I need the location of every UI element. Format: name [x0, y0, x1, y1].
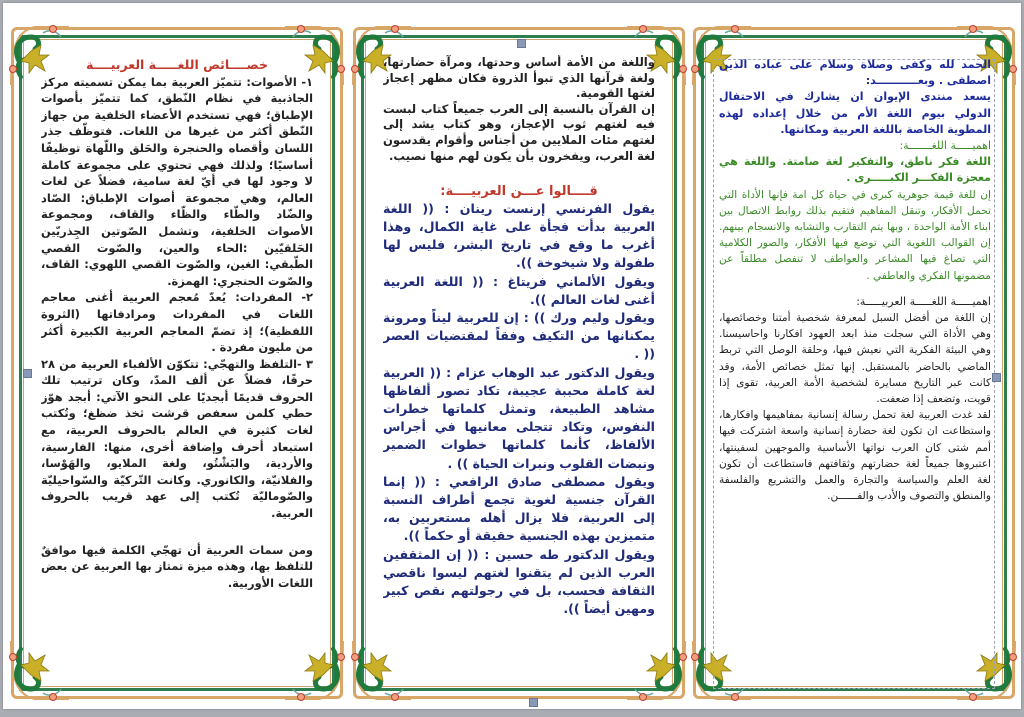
section-title: خصــــائص اللغـــــة العربيــــة [86, 57, 268, 72]
paragraph: واللغة من الأمة أساس وحدتها، ومرآة حضارتها، ولغة قرآنها الذي تبوأ الذروة فكان مظهر إعجاز لغتها القومية. [383, 55, 655, 101]
panel-middle [353, 27, 685, 699]
quote: يقول الفرنسي إرنست رينان : (( اللغة العربية بدأت فجأة على غاية الكمال، وهذا أغرب ما وقع في تاريخ البشر، فليس لها طفولة ولا شيخوخة )). [383, 200, 655, 271]
paragraph: إن اللغة من أفضل السبل لمعرفة شخصية أمتنا وخصائصها، وهي الأداة التي سجلت منذ ابعد العهود افكارنا واحاسيسنا. وهي البيئة الفكرية التي نعيش فيها، وحلقة الوصل التي تربط الماضي بالحاضر بالمستقبل. إنها تمثل خصائص الأمة، وقد كانت عبر التاريخ مسايرة لشخصية الأمة العربية، تقوى إذا قويت، وتضعف إذا ضعفت. [719, 312, 991, 406]
paragraph: ٣ -التلفظ والتهجّي: تتكوّن الألفباء العربية من ٢٨ حرفًا، فضلاً عن ألف المدّ، وكان ترتيب تلك الحروف قديمًا أبجديًا على النحو الآتي: أبجد هوّز حطي كلمن سعفص قرشت ثخذ ضظغ؛ وتُكتب لغات كثيرة في العالم بالحروف العربية، مع استبعاد أحرف وإضافة أخرى، منها: الفارسية، والأردية، والبَشْتُو، ولغة الملايو، والهَوْسا، والفلانيّة، والكانوري. وكانت التّركيّة والسّواحيليّة والصّوماليّة تُكتب إلى عهد قريب بالحروف العربية. [41, 356, 313, 521]
text-box-handle[interactable] [517, 39, 526, 48]
quote: ويقول مصطفى صادق الرافعي : (( إنما القرآن جنسية لغوية تجمع أطراف النسبة إلى العربية، فلا يزال أهله مستعربين به، متميزين بهذه الجنسية حقيقة أو حكماً )). [383, 473, 655, 544]
quote: ويقول وليم ورك )) : إن للعربية ليناً ومرونة يمكنانها من التكيف وفقاً لمقتضيات العصر (( . [383, 309, 655, 362]
panel-right [693, 27, 1015, 699]
panel-middle-content[interactable] [383, 55, 655, 665]
paragraph: لقد غدت العربية لغة تحمل رسالة إنسانية بمفاهيمها وافكارها، واستطاعت ان تكون لغة حضارة إنسانية واسعة اشتركت فيها أمم شتى كان العرب نواتها الأساسية والموجهين لسفينتها، اعتبروها جميعاً لغة حضارتهم وثقافتهم فاستطاعت أن تكون لغة العلم والسياسة والتجارة والعمل والتشريع والفلسفة والمنطق والتصوف والأدب والفــــــن. [719, 409, 991, 503]
quote: ويقول الألماني فريتاغ : (( اللغة العربية أغنى لغات العالم )). [383, 273, 655, 307]
section-title: اهميـــــة اللغـــــة العربيـــــة: [856, 294, 991, 308]
paragraph: ١- الأصوات: تتميّز العربية بما يمكن تسميته مركز الجاذبية في نظام النّطق، كما تتميّز بأصوات الإطباق؛ فهي تستخدم الأعضاء الخلفية من جهاز النّطق أكثر من غيرها من اللغات. فتوظّف جذر اللسان وأقصاه والحنجرة والحَلق واللّهاة توظيفًا أساسيًا؛ ولذلك فهي تحتوي على مجموعة كاملة لا وجود لها في أيّ لغة سامية، فضلاً عن لغات العالم، وهي مجموعة أصوات الإطباق: الصّاد والضّاد والطّاء والظّاء والقاف، ومجموعة الأصوات الخلفية، وتشمل الصّوتين الجِذريّين الحَلقيّين :الحاء والعين، والصّوت القصي الطّبقي: الغين، والصّوت القصي اللهوي: القاف، والصّوت الحنجري: الهمزة. [41, 74, 313, 288]
panel-right-content[interactable] [719, 57, 991, 665]
panel-left-content[interactable] [41, 57, 313, 665]
greeting: الحمد لله وكفى وصلاة وسلام على عباده الذين اصطفى . وبعـــــــــــد: [719, 58, 991, 88]
quote: ويقول الدكتور عبد الوهاب عزام : (( العربية لغة كاملة محببة عجيبة، تكاد تصور ألفاظها مشاهد الطبيعة، وتمثل كلماتها خطرات النفوس، وتكاد تتجلى معانيها في أجراس الألفاظ، كأنما كلماتها خطوات الضمير ونبضات القلوب ونبرات الحياة )) . [383, 364, 655, 471]
section-lead: اللغة فكر ناطق، والتفكير لغة صامتة. واللغة هي معجزة الفكـــر الكبـــــرى . [719, 155, 991, 185]
quote: ويقول الدكتور طه حسين : (( إن المثقفين العرب الذين لم يتقنوا لغتهم ليسوا ناقصي الثقافة فحسب، بل في رجولتهم نقص كبير ومهين أيضاً )). [383, 546, 655, 617]
paragraph-closing: ومن سمات العربية أن تهجّي الكلمة فيها موافقٌ للتلفظ بها، وهذه ميزة تمتاز بها العربية عن بعض اللغات الأوربية. [41, 542, 313, 590]
panel-left [11, 27, 343, 699]
text-box-handle[interactable] [529, 698, 538, 707]
text-box-handle[interactable] [992, 373, 1001, 382]
intro: يسعد منتدى الإيوان ان يشارك في الاحتفال الدولي بيوم اللغة الأم من خلال إعداده لهذه المطوية الخاصة باللغة العربية ومكانتها. [719, 90, 991, 136]
paragraph: إن القرآن بالنسبة إلى العرب جميعاً كتاب لبست فيه لغتهم ثوب الإعجاز، وهو كتاب يشد إلى لغتهم مئات الملايين من أجناس وأقوام يقدسون لغة العرب، ويفخرون بأن يكون لهم منها نصيب. [383, 101, 655, 163]
text-box-handle[interactable] [23, 369, 32, 378]
section-title: اهميـــــة اللغـــــــة: [899, 139, 991, 153]
document-page [3, 3, 1021, 709]
quotes-title: قــــالوا عـــن العربيــــة: [440, 184, 598, 200]
paragraph: ٢- المفردات: يُعدّ مُعجم العربية أغنى معاجم اللغات في المفردات ومرادفاتها (الثروة اللفظية)؛ إذ تضمّ المعاجم العربية الكبيرة أكثر من مليون مفردة . [41, 290, 313, 355]
paragraph: إن للغة قيمة جوهرية كبرى في حياة كل امة فإنها الأداة التي تحمل الأفكار، وتنقل المفاهيم فتقيم بذلك روابط الاتصال بين ابناء الأمة الواحدة ، وبها يتم التقارب والتشابه والانسجام بينهم. إن القوالب اللغوية التي توضع فيها الأفكار، والصور الكلامية التي تصاغ فيها المشاعر والعواطف لا تنفصل مطلقاً عن مضمونها الفكري والعاطفي . [719, 188, 991, 282]
